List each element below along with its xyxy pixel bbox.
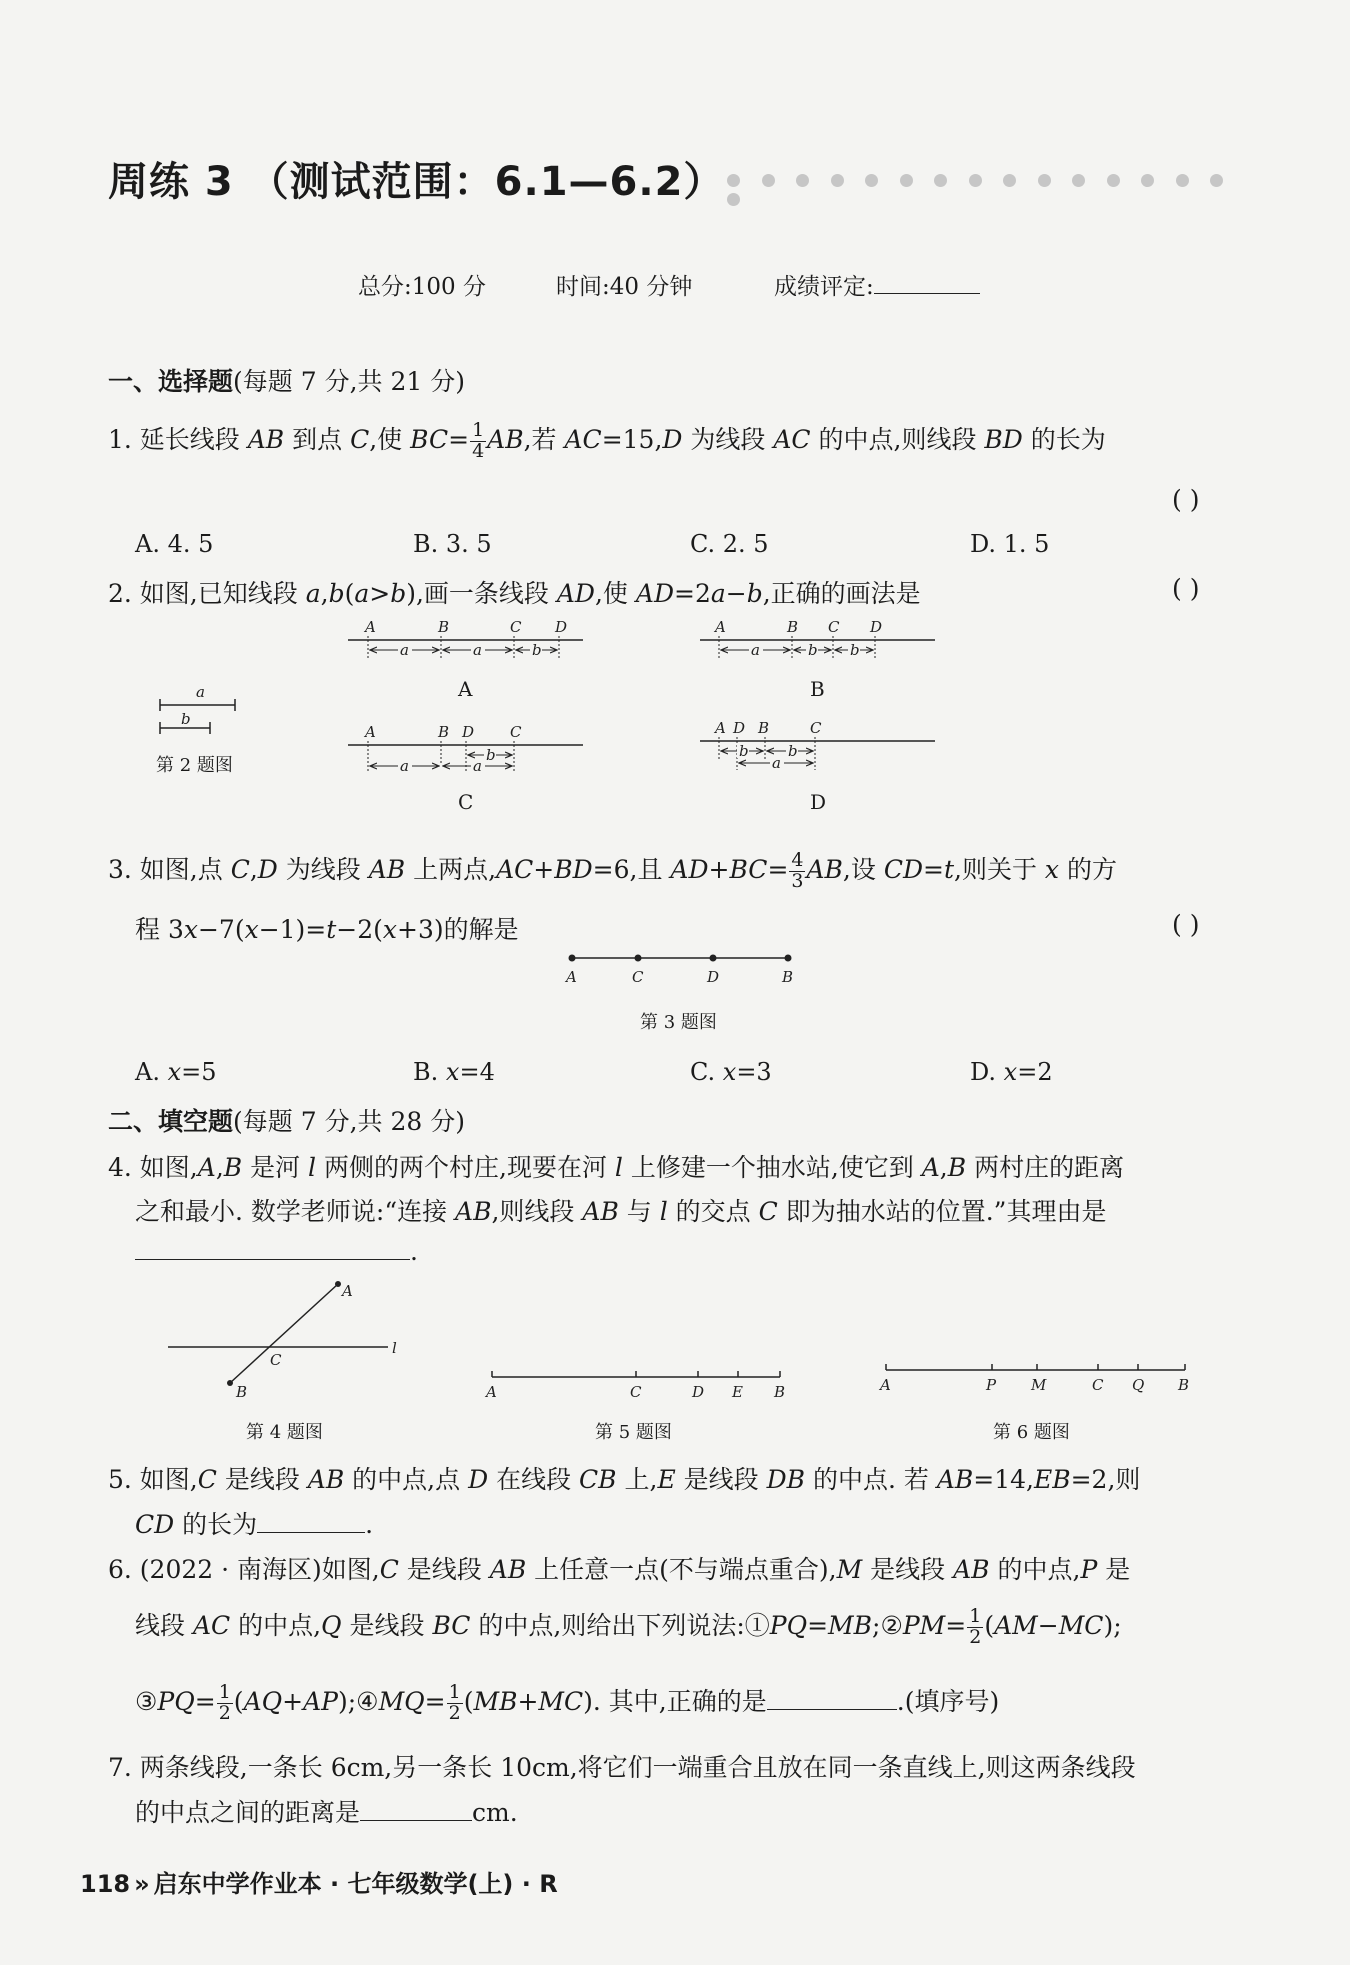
q5-point-d: D: [692, 1383, 705, 1401]
q2-caption: 第 2 题图: [156, 755, 233, 776]
svg-text:A: A: [715, 719, 726, 737]
page-title: 周练 3 （测试范围：6.1—6.2）: [108, 159, 725, 205]
total-score: 总分:100 分: [358, 274, 486, 300]
q3-option-a[interactable]: A. x=5: [135, 1058, 217, 1086]
q6-point-c: C: [1092, 1376, 1104, 1394]
q6-point-b: B: [1178, 1376, 1190, 1394]
q4-label-a: A: [342, 1282, 353, 1300]
q3-point-c: C: [632, 968, 644, 986]
svg-text:A: A: [365, 618, 376, 636]
svg-text:D: D: [733, 719, 746, 737]
svg-text:a: a: [400, 641, 409, 659]
fraction: $\frac{1}{4}$: [472, 419, 485, 462]
q3-option-c[interactable]: C. x=3: [690, 1058, 772, 1086]
question-7-line-2: 的中点之间的距离是 cm.: [135, 1798, 518, 1827]
q2-fig-letter-a: A: [458, 677, 473, 701]
svg-text:B: B: [438, 723, 450, 741]
q6-answer-blank[interactable]: [767, 1709, 897, 1710]
q4-answer-blank[interactable]: [135, 1259, 410, 1260]
question-4-line-1: 4. 如图,A,B 是河 l 两侧的两个村庄,现要在河 l 上修建一个抽水站,使它到 A,B 两村庄的距离: [108, 1153, 1125, 1182]
answer-paren-q2[interactable]: ( ): [1172, 574, 1200, 603]
svg-text:a: a: [751, 641, 760, 659]
answer-paren-q3[interactable]: ( ): [1172, 910, 1200, 939]
svg-text:A: A: [715, 618, 726, 636]
svg-text:a: a: [772, 754, 781, 772]
q3-point-d: D: [707, 968, 720, 986]
reference-segments: [160, 683, 235, 734]
section-heading-fill: 二、填空题(每题 7 分,共 28 分): [108, 1107, 465, 1136]
fraction: $\frac{1}{2}$: [969, 1605, 982, 1648]
svg-text:a: a: [473, 757, 482, 775]
q4-label-b: B: [236, 1383, 248, 1401]
question-1: 1. 延长线段 AB 到点 C,使 BC= $\frac{1}{4}$ AB,若 AC=15,D 为线段 AC 的中点,则线段 BD 的长为: [108, 419, 1106, 462]
question-6-line-1: 6. (2022 · 南海区)如图,C 是线段 AB 上任意一点(不与端点重合),M 是线段 AB 的中点,P 是: [108, 1555, 1131, 1584]
svg-text:B: B: [787, 618, 799, 636]
q6-point-a: A: [880, 1376, 891, 1394]
fraction: $\frac{4}{3}$: [791, 849, 804, 892]
q4-figure: [168, 1281, 397, 1401]
svg-text:C: C: [510, 618, 522, 636]
question-5-line-1: 5. 如图,C 是线段 AB 的中点,点 D 在线段 CB 上,E 是线段 DB 的中点. 若 AB=14,EB=2,则: [108, 1465, 1141, 1494]
q2-figure-d: [700, 719, 935, 772]
q5-figure: [484, 1371, 785, 1401]
svg-text:B: B: [758, 719, 770, 737]
svg-text:b: b: [788, 742, 798, 760]
q5-point-a: A: [486, 1383, 497, 1401]
q4-caption: 第 4 题图: [246, 1422, 323, 1443]
svg-text:A: A: [365, 723, 376, 741]
page-footer: [80, 1864, 558, 1899]
svg-text:D: D: [555, 618, 568, 636]
seg-a-label: a: [196, 683, 205, 701]
svg-text:C: C: [828, 618, 840, 636]
option-d[interactable]: D. 1. 5: [970, 530, 1050, 558]
svg-text:C: C: [510, 723, 522, 741]
option-a[interactable]: A. 4. 5: [135, 530, 214, 558]
question-2: 2. 如图,已知线段 a,b(a>b),画一条线段 AD,使 AD=2a−b,正确的画法是: [108, 579, 921, 608]
q2-fig-letter-b: B: [810, 677, 825, 701]
q2-figure-a: [348, 618, 583, 660]
svg-text:D: D: [462, 723, 475, 741]
q6-caption: 第 6 题图: [993, 1422, 1070, 1443]
question-6-line-2: 线段 AC 的中点,Q 是线段 BC 的中点,则给出下列说法:①PQ=MB;②PM= $\frac{1}{2}$ (AM−MC);: [135, 1605, 1122, 1648]
section-heading-choice: 一、选择题(每题 7 分,共 21 分): [108, 367, 465, 396]
q3-option-d[interactable]: D. x=2: [970, 1058, 1053, 1086]
q5-answer-blank[interactable]: [257, 1532, 365, 1533]
svg-text:D: D: [870, 618, 883, 636]
double-chevron-icon: »: [134, 1870, 150, 1898]
q6-point-q: Q: [1132, 1376, 1145, 1394]
q7-answer-blank[interactable]: [360, 1820, 472, 1821]
svg-text:C: C: [810, 719, 822, 737]
book-title: 启东中学作业本 · 七年级数学(上) · R: [153, 1870, 558, 1898]
q5-point-c: C: [630, 1383, 642, 1401]
svg-text:a: a: [400, 757, 409, 775]
q2-figure-c: [348, 723, 583, 775]
q2-figure-b: [700, 618, 935, 660]
q4-label-l: l: [392, 1339, 397, 1357]
fraction: $\frac{1}{2}$: [218, 1681, 231, 1724]
answer-paren-q1[interactable]: ( ): [1172, 485, 1200, 514]
question-6-line-3: ③PQ= $\frac{1}{2}$ (AQ+AP);④MQ= $\frac{1}{2}$ (MB+MC). 其中,正确的是 .(填序号): [135, 1681, 1000, 1724]
q3-point-b: B: [782, 968, 794, 986]
q3-option-b[interactable]: B. x=4: [413, 1058, 495, 1086]
q3-caption: 第 3 题图: [640, 1012, 717, 1033]
q6-point-p: P: [986, 1376, 997, 1394]
page-number: 118: [80, 1870, 131, 1898]
time-limit: 时间:40 分钟: [556, 274, 693, 300]
svg-text:b: b: [739, 742, 749, 760]
q4-label-c: C: [270, 1351, 282, 1369]
question-4-answer: .: [135, 1237, 418, 1266]
question-5-line-2: CD 的长为 .: [135, 1510, 374, 1539]
q5-caption: 第 5 题图: [595, 1422, 672, 1443]
question-3-line-2: 程 3x−7(x−1)=t−2(x+3)的解是: [135, 915, 519, 944]
q2-fig-letter-c: C: [458, 790, 474, 814]
q6-point-m: M: [1031, 1376, 1047, 1394]
svg-text:B: B: [438, 618, 450, 636]
option-c[interactable]: C. 2. 5: [690, 530, 769, 558]
seg-b-label: b: [181, 710, 191, 728]
q5-point-e: E: [732, 1383, 743, 1401]
q2-fig-letter-d: D: [810, 790, 827, 814]
question-3-line-1: 3. 如图,点 C,D 为线段 AB 上两点,AC+BD=6,且 AD+BC= $\frac{4}{3}$ AB,设 CD=t,则关于 x 的方: [108, 849, 1117, 892]
svg-text:b: b: [486, 746, 496, 764]
q6-figure: [878, 1364, 1189, 1394]
q5-point-b: B: [774, 1383, 786, 1401]
svg-text:b: b: [850, 641, 860, 659]
question-4-line-2: 之和最小. 数学老师说:“连接 AB,则线段 AB 与 l 的交点 C 即为抽水站的位置.”其理由是: [135, 1197, 1107, 1226]
option-b[interactable]: B. 3. 5: [413, 530, 492, 558]
q3-point-a: A: [566, 968, 577, 986]
grade-label: 成绩评定:: [774, 268, 980, 301]
svg-text:b: b: [808, 641, 818, 659]
svg-text:b: b: [532, 641, 542, 659]
question-7-line-1: 7. 两条线段,一条长 6cm,另一条长 10cm,将它们一端重合且放在同一条直线上,则这两条线段: [108, 1753, 1136, 1782]
fraction: $\frac{1}{2}$: [448, 1681, 461, 1724]
svg-text:a: a: [473, 641, 482, 659]
q3-figure: [564, 955, 793, 987]
